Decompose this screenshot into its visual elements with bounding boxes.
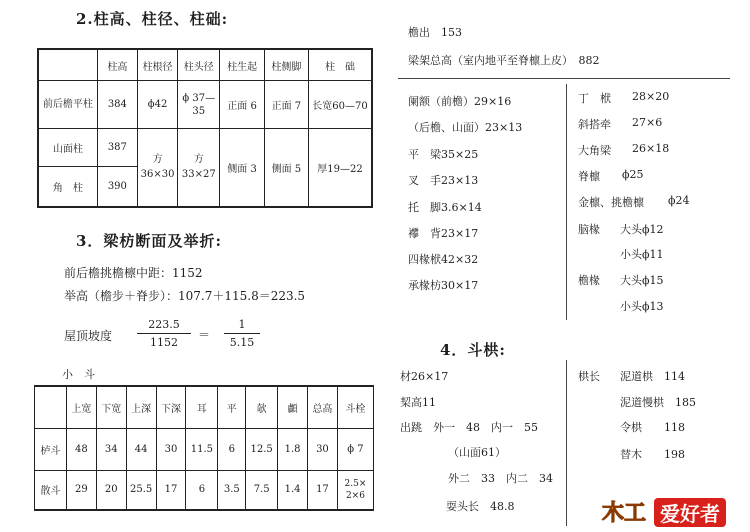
row-label: 山面柱 [38,129,97,167]
rise-height: 举高（檐步＋脊步）：107.7＋115.8＝223.5 [64,289,306,303]
header-cell: 柱侧脚 [264,49,308,81]
divider [566,360,567,526]
header-cell: 上宽 [66,386,96,428]
fraction-bar [137,333,191,334]
cell: 1.8 [278,428,308,470]
header-cell [35,386,67,428]
beam-item: 托 脚3.6×14 [408,201,482,214]
cell: 3.5 [218,470,246,510]
cell: 2.5× 2×6 [337,470,373,510]
cell: 34 [96,428,126,470]
bracket-label: 栱长 [578,370,600,383]
slope-denominator-2: 5.15 [229,336,255,349]
header-cell: 总高 [308,386,338,428]
cell: 390 [97,167,137,207]
cell: 侧面 3 [220,129,264,207]
slope-numerator: 223.5 [148,318,180,331]
cell: 正面 7 [264,81,308,129]
beam-item: （后檐、山面）23×13 [408,121,523,134]
beam-frame-height: 梁架总高（室内地平至脊檩上皮） 882 [408,54,600,67]
cell: 29 [66,470,96,510]
header-cell [38,49,97,81]
column-table [37,48,373,208]
cell: 方 36×30 [137,129,177,207]
cell: 384 [97,81,137,129]
bracket-value: 泥道慢栱 185 [620,396,696,409]
beam-label: 斜搭牵 [578,118,611,131]
header-cell: 柱生起 [220,49,264,81]
beam-value: 大头ϕ15 [620,274,664,287]
cell: 48 [66,428,96,470]
beam-value: 小头ϕ13 [620,300,664,313]
eave-overhang: 檐出 153 [408,26,462,39]
xiaodou-label: 小 斗 [62,368,95,381]
cell: ϕ42 [137,81,177,129]
cell: 25.5 [126,470,156,510]
header-cell: 柱高 [97,49,137,81]
bracket-item: 耍头长 48.8 [446,500,515,513]
bracket-item: 外二 33 内二 34 [448,472,553,485]
header-cell: 上深 [126,386,156,428]
cell: 正面 6 [220,81,264,129]
watermark-logo [602,496,742,526]
section-3-title: 3．梁枋断面及举折: [76,232,222,250]
header-cell: 欹 [246,386,278,428]
beam-value: ϕ25 [622,168,644,181]
bracket-value: 泥道栱 114 [620,370,685,383]
beam-label: 大角梁 [578,144,611,157]
beam-item: 承椽枋30×17 [408,279,479,292]
beam-label: 脑椽 [578,223,600,236]
header-cell: 斗栓 [337,386,373,428]
divider [566,84,567,320]
beam-value: 28×20 [632,90,670,103]
cell: 30 [308,428,338,470]
beam-value: 大头ϕ12 [620,223,664,236]
row-label: 栌斗 [35,428,67,470]
beam-label: 丁 栿 [578,92,611,105]
cell: 30 [156,428,186,470]
header-cell: 柱 础 [309,49,372,81]
header-cell: 顱 [278,386,308,428]
beam-item: 平 梁35×25 [408,148,479,161]
beam-value: 26×18 [632,142,670,155]
bracket-item: 材26×17 [400,370,449,383]
beam-item: 叉 手23×13 [408,174,479,187]
column-table-header [38,49,372,81]
beam-label: 檐椽 [578,274,600,287]
cell: 11.5 [186,428,218,470]
cell: 387 [97,129,137,167]
bracket-item: 出跳 外一 48 内一 55 [400,421,538,434]
cell: 20 [96,470,126,510]
cell: 7.5 [246,470,278,510]
cell: 12.5 [246,428,278,470]
cell: 1.4 [278,470,308,510]
cell: 6 [186,470,218,510]
section-4-title: 4．斗栱: [440,341,506,359]
bracket-value: 令栱 118 [620,421,685,434]
beam-item: 阑额（前檐）29×16 [408,95,512,108]
header-cell: 柱根径 [137,49,177,81]
divider [398,78,730,79]
row-label: 前后檐平柱 [38,81,97,129]
equals-sign: ＝ [198,328,211,342]
beam-value: ϕ24 [668,194,690,207]
cell: 17 [308,470,338,510]
cell: ϕ 37—35 [178,81,220,129]
table-row [38,81,372,129]
row-label: 角 柱 [38,167,97,207]
header-cell: 耳 [186,386,218,428]
slope-numerator-2: 1 [238,318,246,331]
cell: ϕ 7 [337,428,373,470]
cell: 6 [218,428,246,470]
cell: 侧面 5 [264,129,308,207]
header-cell: 下宽 [96,386,126,428]
header-cell: 柱头径 [178,49,220,81]
cell: 17 [156,470,186,510]
eave-purlin-distance: 前后檐挑檐檩中距：1152 [64,266,203,280]
beam-value: 27×6 [632,116,663,129]
beam-item: 襻 背23×17 [408,227,479,240]
bracket-table-header [35,386,374,428]
row-label: 散斗 [35,470,67,510]
cell: 44 [126,428,156,470]
bracket-value: 替木 198 [620,448,685,461]
table-row [35,428,374,470]
bracket-item: （山面61） [448,446,506,459]
logo-mark: 木工 [602,501,647,526]
logo-text: 爱好者 [654,498,726,527]
cell: 厚19—22 [309,129,372,207]
bracket-table [34,385,374,511]
beam-item: 四椽栿42×32 [408,253,479,266]
table-row [38,129,372,167]
roof-slope-label: 屋顶坡度 [64,329,113,343]
cell: 长宽60—70 [309,81,372,129]
beam-value: 小头ϕ11 [620,248,664,261]
header-cell: 下深 [156,386,186,428]
cell: 方 33×27 [178,129,220,207]
beam-label: 脊檩 [578,170,600,183]
beam-label: 金檩、挑檐檩 [578,196,644,209]
bracket-item: 栔高11 [400,396,436,409]
table-row [35,470,374,510]
section-2-title: 2.柱高、柱径、柱础: [76,10,229,28]
fraction-bar [224,333,260,334]
slope-denominator: 1152 [150,336,178,349]
header-cell: 平 [218,386,246,428]
